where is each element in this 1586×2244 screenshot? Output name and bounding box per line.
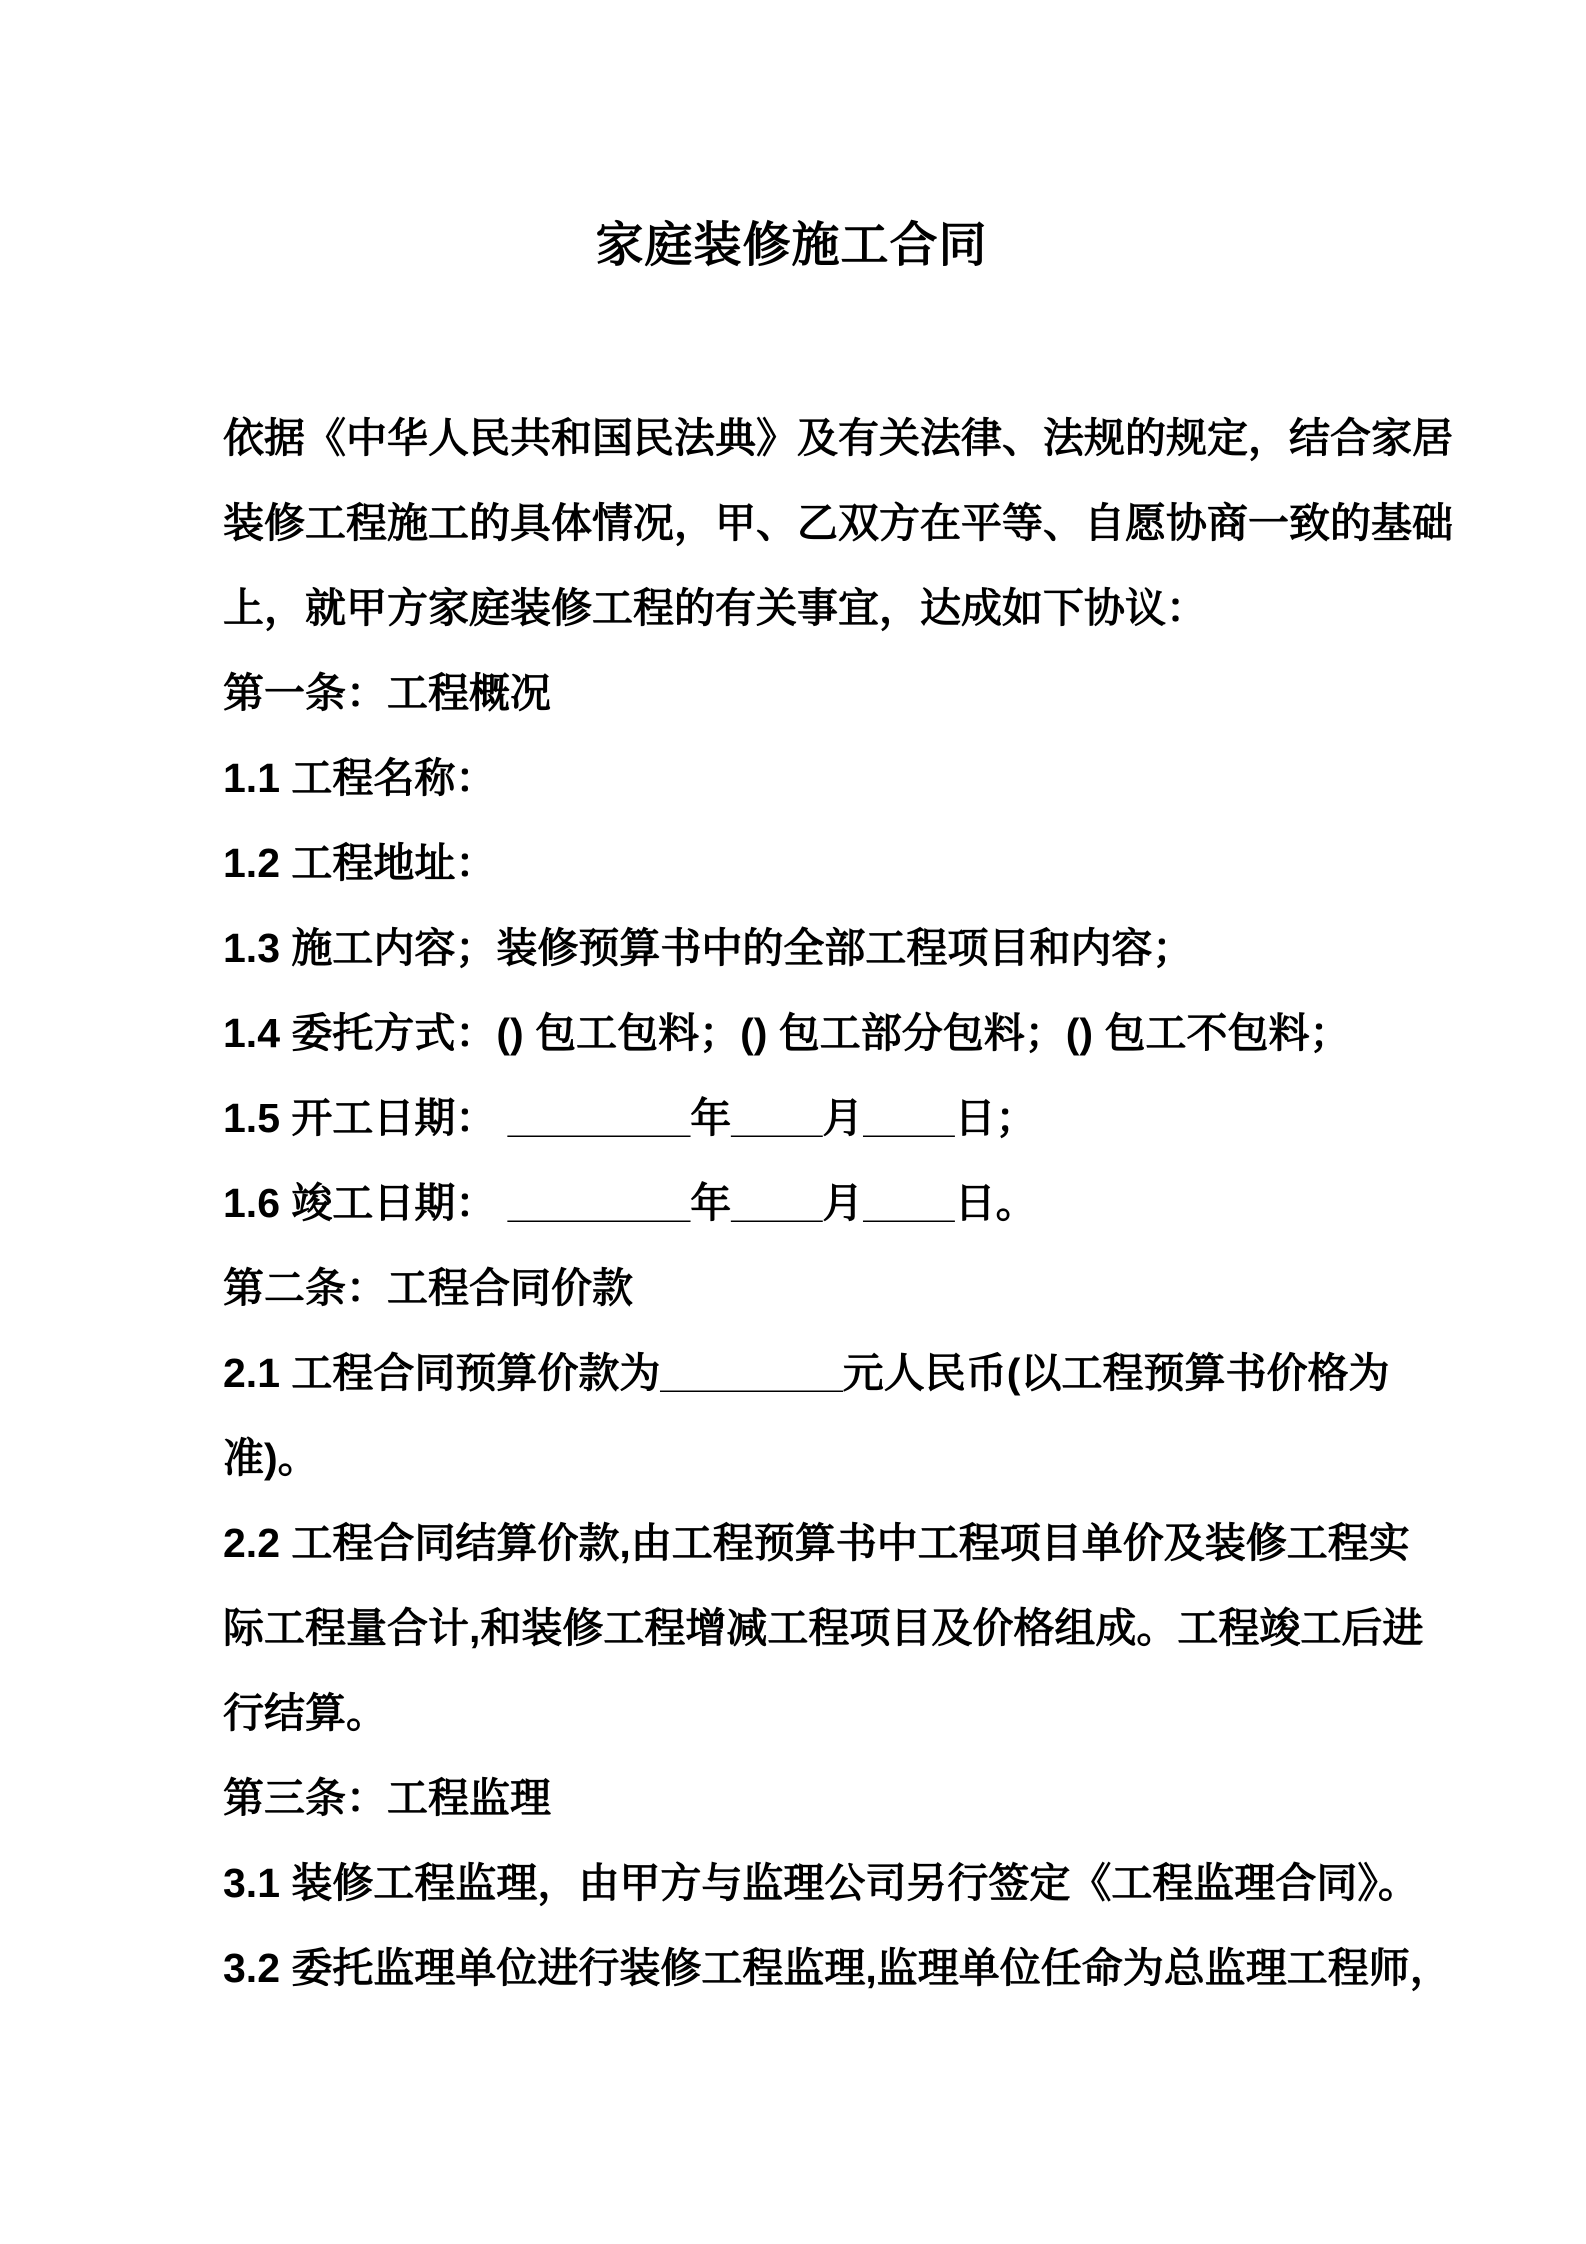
document-title: 家庭装修施工合同 xyxy=(595,219,988,272)
preamble-line-2: 装修工程施工的具体情况，甲、乙双方在平等、自愿协商一致的基础 xyxy=(223,500,1453,546)
clause-1-1-project-name: 1.1 工程名称： xyxy=(223,755,497,801)
clause-1-6-completion-date: 1.6 竣工日期： ________年____月____日。 xyxy=(223,1180,1037,1226)
section-2-heading: 第二条：工程合同价款 xyxy=(223,1265,633,1311)
preamble-line-1: 依据《中华人民共和国民法典》及有关法律、法规的规定，结合家居 xyxy=(223,415,1453,461)
section-1-heading: 第一条：工程概况 xyxy=(223,670,551,716)
section-3-heading: 第三条：工程监理 xyxy=(223,1775,551,1821)
clause-2-1-budget-price-line-1: 2.1 工程合同预算价款为________元人民币(以工程预算书价格为 xyxy=(223,1350,1390,1396)
clause-3-2-supervision-unit: 3.2 委托监理单位进行装修工程监理,监理单位任命为总监理工程师， xyxy=(223,1945,1451,1991)
clause-1-2-project-address: 1.2 工程地址： xyxy=(223,840,497,886)
clause-2-2-settlement-price-line-3: 行结算。 xyxy=(223,1690,387,1736)
clause-1-3-construction-content: 1.3 施工内容；装修预算书中的全部工程项目和内容； xyxy=(223,925,1194,971)
clause-2-1-budget-price-line-2: 准)。 xyxy=(223,1435,319,1481)
clause-1-4-commission-method: 1.4 委托方式：() 包工包料；() 包工部分包料；() 包工不包料； xyxy=(223,1010,1351,1056)
clause-3-1-supervision-contract: 3.1 装修工程监理，由甲方与监理公司另行签定《工程监理合同》。 xyxy=(223,1860,1419,1906)
clause-1-5-start-date: 1.5 开工日期： ________年____月____日； xyxy=(223,1095,1037,1141)
clause-2-2-settlement-price-line-2: 际工程量合计,和装修工程增减工程项目及价格组成。工程竣工后进 xyxy=(223,1605,1424,1651)
preamble-line-3: 上，就甲方家庭装修工程的有关事宜，达成如下协议： xyxy=(223,585,1207,631)
clause-2-2-settlement-price-line-1: 2.2 工程合同结算价款,由工程预算书中工程项目单价及装修工程实 xyxy=(223,1520,1410,1566)
document-body xyxy=(223,396,1453,2011)
